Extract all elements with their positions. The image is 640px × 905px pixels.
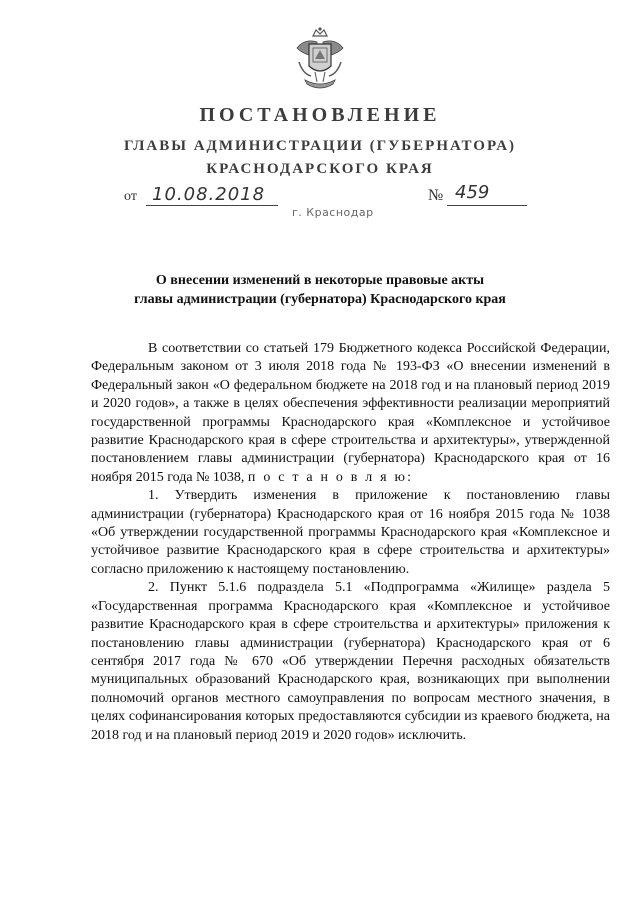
- date-label: от: [124, 189, 137, 204]
- title-line-1: О внесении изменений в некоторые правовые акты: [155, 273, 485, 288]
- number-underline: [447, 205, 527, 206]
- paragraph-item-1: 1. Утвердить изменения в приложение к постановлению главы администрации (губернатора) Краснодарского края от 16 ноября 2015 года № 1038 «Об утверждении государственной программы Краснодарского края «Комплексное и устойчивое развитие Краснодарского края в сфере строительства и архитектуры» согласно приложению к настоящему постановлению.: [91, 488, 610, 577]
- region-heading: КРАСНОДАРСКОГО КРАЯ: [206, 161, 434, 177]
- document-title: [0, 271, 640, 309]
- preamble-text: В соответствии со статьей 179 Бюджетного кодекса Российской Федерации, Федеральным законом от 3 июля 2018 года № 193-ФЗ «О внесении изменений в Федеральный закон «О федеральном бюджете на 2018 год и на плановый период 2019 и 2020 годов», а также в целях обеспечения эффективности реализации мероприятий государственной программы Краснодарского края «Комплексное и устойчивое развитие Краснодарского края в сфере строительства и архитектуры», утвержденной постановлением главы администрации (губернатора) Краснодарского края от 16 ноября 2015 года № 1038,: [91, 341, 610, 485]
- coat-of-arms-emblem: [291, 26, 349, 92]
- decree-word: п о с т а н о в л я ю:: [247, 469, 414, 485]
- document-body: [91, 340, 610, 745]
- document-type-heading: ПОСТАНОВЛЕНИЕ: [199, 104, 441, 126]
- issuer-heading: ГЛАВЫ АДМИНИСТРАЦИИ (ГУБЕРНАТОРА): [123, 138, 517, 154]
- number-label: №: [428, 187, 444, 204]
- city-label: г. Краснодар: [292, 206, 374, 219]
- number-value: 459: [455, 182, 490, 203]
- paragraph-item-2: 2. Пункт 5.1.6 подраздела 5.1 «Подпрограмма «Жилище» раздела 5 «Государственная программа Краснодарского края «Комплексное и устойчивое развитие Краснодарского края в сфере строительства и архитектуры» приложения к постановлению главы администрации (губернатора) Краснодарского края от 6 сентября 2017 года № 670 «Об утверждении Перечня расходных обязательств муниципальных образований Краснодарского края, возникающих при выполнении полномочий органов местного самоуправления по вопросам местного значения, в целях софинансирования которых предоставляются субсидии из краевого бюджета, на 2018 год и на плановый период 2019 и 2020 годов» исключить.: [91, 580, 610, 743]
- date-value: 10.08.2018: [152, 184, 266, 205]
- paragraph-preamble: [91, 340, 610, 487]
- title-line-2: главы администрации (губернатора) Краснодарского края: [134, 292, 506, 307]
- date-underline: [146, 205, 278, 206]
